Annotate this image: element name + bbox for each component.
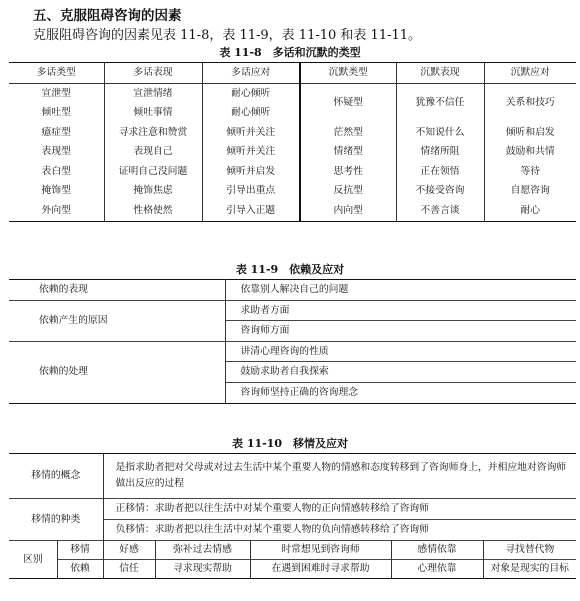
cell: 反抗型 (300, 182, 396, 202)
cell: 好感 (103, 541, 155, 560)
cell: 表现自己 (104, 142, 202, 162)
cell: 内向型 (300, 201, 396, 221)
cell: 自愿咨询 (510, 185, 550, 197)
cell: 倾听并关注 (202, 123, 300, 143)
cell: 思考性 (300, 162, 396, 182)
cell: 表白型 (9, 162, 104, 182)
transference-table (9, 453, 576, 579)
cell: 寻求现实帮助 (155, 560, 250, 579)
table3-caption: 表 11-10 移情及应对 (231, 437, 348, 450)
cell: 是指求助者把对父母或对过去生活中某个重要人物的情感和态度转移到了咨询师身上，并相应地对咨询师做出反应的过程 (115, 462, 567, 489)
cell: 负移情：求助者把以往生活中对某个重要人物的负向情感转移给了咨询师 (103, 520, 576, 541)
cell: 性格使然 (104, 201, 202, 221)
row-label: 移情的概念 (9, 454, 103, 499)
cell: 时常想见到咨询师 (250, 541, 391, 560)
cell: 情绪所阻 (396, 142, 484, 162)
col-header: 沉默应对 (484, 63, 576, 84)
cell: 咨询师坚持正确的咨询理念 (225, 382, 576, 403)
cell: 不善言谈 (396, 201, 484, 221)
cell: 证明自己没问题 (104, 162, 202, 182)
cell: 倾吐事情 (104, 103, 202, 123)
cell: 癔症型 (9, 123, 104, 143)
cell: 表现型 (9, 142, 104, 162)
cell: 依靠别人解决自己的问题 (240, 283, 349, 295)
cell: 引导入正题 (202, 201, 300, 221)
cell: 外向型 (9, 201, 104, 221)
cell: 耐心 (520, 205, 541, 217)
col-header: 沉默类型 (300, 63, 396, 84)
cell: 弥补过去情感 (155, 541, 250, 560)
cell: 依赖 (57, 560, 103, 579)
cell: 倾吐型 (9, 103, 104, 123)
col-header: 多话类型 (9, 63, 104, 84)
cell: 倾听并启发 (202, 162, 300, 182)
row-label: 依赖产生的原因 (9, 300, 225, 341)
table2-caption: 表 11-9 依赖及应对 (235, 263, 345, 276)
cell: 正在领悟 (396, 162, 484, 182)
cell: 倾听和启发 (505, 126, 555, 138)
cell: 茫然型 (300, 123, 396, 143)
cell: 正移情：求助者把以往生活中对某个重要人物的正向情感转移给了咨询师 (103, 499, 576, 520)
cell: 怀疑型 (300, 83, 396, 123)
cell: 宣泄情绪 (104, 83, 202, 103)
talk-silence-table (9, 62, 576, 222)
cell: 寻求注意和赞赏 (104, 123, 202, 143)
dependency-table (9, 279, 576, 404)
cell: 宣泄型 (9, 83, 104, 103)
cell: 耐心倾听 (202, 103, 300, 123)
cell: 对象是现实的目标 (483, 560, 576, 579)
cell: 感情依靠 (391, 541, 483, 560)
row-label: 依赖的处理 (9, 341, 225, 403)
cell: 犹豫不信任 (396, 83, 484, 123)
cell: 信任 (103, 560, 155, 579)
cell: 鼓励和共情 (505, 146, 555, 158)
row-label: 依赖的表现 (9, 280, 225, 301)
cell: 情绪型 (300, 142, 396, 162)
col-header: 沉默表现 (396, 63, 484, 84)
cell: 等待 (520, 165, 541, 177)
row-label: 区别 (9, 541, 57, 579)
cell: 移情 (57, 541, 103, 560)
cell: 心理依靠 (391, 560, 483, 579)
table1-caption: 表 11-8 多话和沉默的类型 (219, 46, 361, 59)
cell: 在遇到困难时寻求帮助 (250, 560, 391, 579)
cell: 引导出重点 (202, 182, 300, 202)
col-header: 多话表现 (104, 63, 202, 84)
cell: 不知说什么 (396, 123, 484, 143)
cell: 掩饰型 (9, 182, 104, 202)
cell: 关系和技巧 (505, 97, 555, 109)
cell: 不接受咨询 (396, 182, 484, 202)
intro-text: 克服阻碍咨询的因素见表 11-8，表 11-9，表 11-10 和表 11-11。 (33, 28, 422, 43)
cell: 倾听并关注 (202, 142, 300, 162)
row-label: 移情的种类 (9, 499, 103, 541)
cell: 寻找替代物 (483, 541, 576, 560)
cell: 耐心倾听 (202, 83, 300, 103)
cell: 咨询师方面 (225, 321, 576, 342)
cell: 掩饰焦虑 (104, 182, 202, 202)
cell: 求助者方面 (225, 300, 576, 321)
section-heading: 五、克服阻碍咨询的因素 (33, 8, 182, 24)
col-header: 多话应对 (202, 63, 300, 84)
cell: 讲清心理咨询的性质 (225, 341, 576, 362)
cell: 鼓励求助者自我探索 (225, 362, 576, 383)
